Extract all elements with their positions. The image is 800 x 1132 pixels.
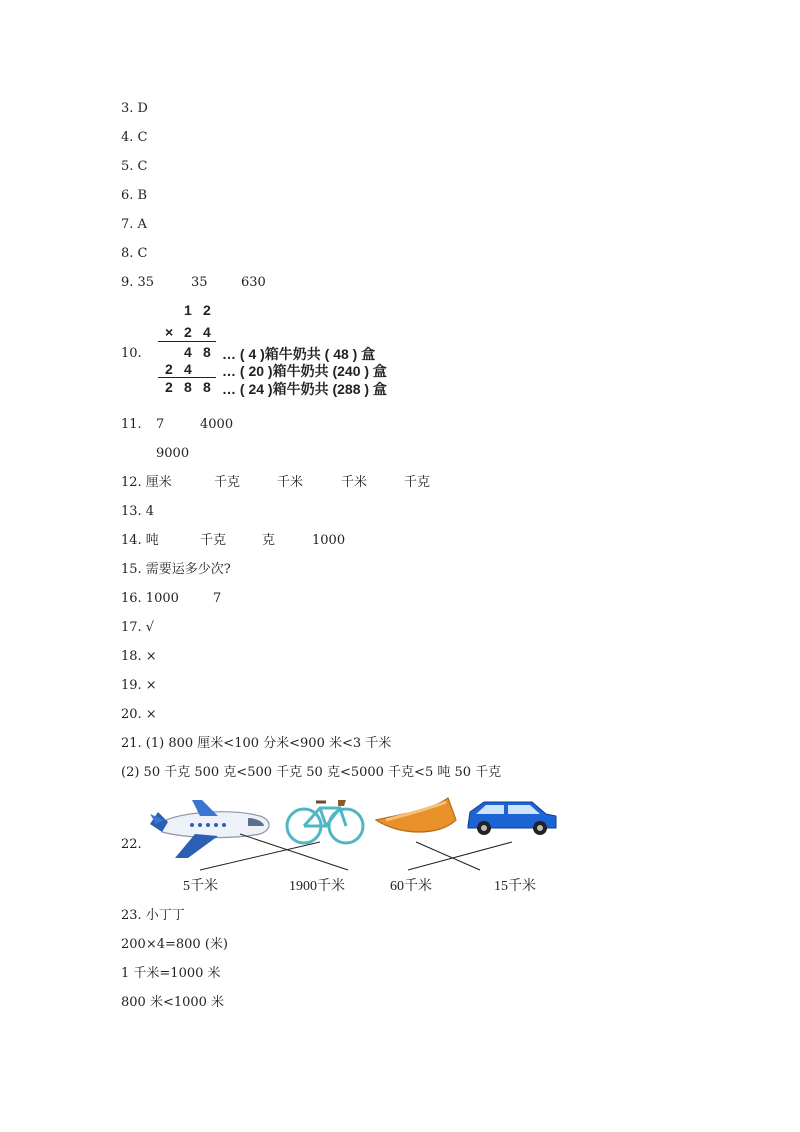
answer-12 xyxy=(121,475,431,491)
answer-11-v1: 7 xyxy=(156,417,165,432)
answer-11-v3: 9000 xyxy=(156,446,190,461)
answer-11-v2: 4000 xyxy=(200,417,234,432)
answer-12-item2: 千米 xyxy=(277,475,304,490)
mult-r2-d2: 4 xyxy=(203,324,211,340)
answer-18: 18. × xyxy=(121,649,157,664)
answer-9-v2: 35 xyxy=(191,275,208,290)
answer-16-num: 16. 1000 xyxy=(121,591,179,606)
answer-16 xyxy=(121,591,222,607)
answer-8: 8. C xyxy=(121,246,148,261)
answer-13: 13. 4 xyxy=(121,504,155,519)
answer-14 xyxy=(121,533,346,549)
airplane-icon xyxy=(150,800,269,858)
mult-r3-d2: 8 xyxy=(203,344,211,360)
distance-label-2: 1900千米 xyxy=(289,879,345,894)
mult-r5-d1: 2 xyxy=(165,379,173,395)
distance-label-4: 15千米 xyxy=(494,879,536,894)
answer-10-num: 10. xyxy=(121,346,142,361)
mult-r4-d1: 2 xyxy=(165,361,173,377)
car-icon xyxy=(468,802,556,835)
answer-12-num: 12. 厘米 xyxy=(121,475,172,490)
answer-14-num: 14. 吨 xyxy=(121,533,159,548)
mult-r4-note: … ( 20 )箱牛奶共 (240 ) 盒 xyxy=(222,363,387,379)
mult-r3-d1: 4 xyxy=(184,344,192,360)
answer-23-line3: 1 千米=1000 米 xyxy=(121,966,221,981)
mult-r3-note: … ( 4 )箱牛奶共 ( 48 ) 盒 xyxy=(222,346,376,362)
mult-r5-d3: 8 xyxy=(203,379,211,395)
mult-r4-d2: 4 xyxy=(184,361,192,377)
mult-r5-d2: 8 xyxy=(184,379,192,395)
bicycle-icon xyxy=(287,800,363,843)
answer-6: 6. B xyxy=(121,188,148,203)
answer-20: 20. × xyxy=(121,707,157,722)
answer-23-line1: 23. 小丁丁 xyxy=(121,908,185,923)
mult-r1-d1: 1 xyxy=(184,302,192,318)
answer-21-line1: 21. (1) 800 厘米<100 分米<900 米<3 千米 xyxy=(121,736,392,751)
answer-3: 3. D xyxy=(121,101,148,116)
answer-11 xyxy=(121,417,234,433)
mult-rule-2 xyxy=(158,377,216,378)
answer-14-item2: 克 xyxy=(262,533,276,548)
answer-7: 7. A xyxy=(121,217,147,232)
mult-r1-d2: 2 xyxy=(203,302,211,318)
answer-23-line2: 200×4=800 (米) xyxy=(121,937,228,952)
answer-4: 4. C xyxy=(121,130,148,145)
answer-12-item3: 千米 xyxy=(341,475,368,490)
answer-12-item1: 千克 xyxy=(214,475,241,490)
match-line-car xyxy=(408,842,512,870)
distance-label-3: 60千米 xyxy=(390,879,432,894)
answer-14-item3: 1000 xyxy=(312,533,346,548)
answer-21-line2: (2) 50 千克 500 克<500 千克 50 克<5000 千克<5 吨 50 千克 xyxy=(121,765,502,780)
mult-rule-1 xyxy=(158,341,216,342)
answer-14-item1: 千克 xyxy=(200,533,227,548)
answer-9-v3: 630 xyxy=(241,275,266,290)
match-line-boat xyxy=(416,842,480,870)
answer-23-line4: 800 米<1000 米 xyxy=(121,995,225,1010)
answer-5: 5. C xyxy=(121,159,148,174)
answer-17: 17. √ xyxy=(121,620,155,635)
answer-9 xyxy=(121,275,266,291)
answer-11-num: 11. xyxy=(121,417,142,432)
boat-icon xyxy=(376,798,456,832)
answer-12-item4: 千克 xyxy=(404,475,431,490)
answer-15: 15. 需要运多少次? xyxy=(121,562,231,577)
answer-9-num: 9. 35 xyxy=(121,275,155,290)
mult-r2-d1: 2 xyxy=(184,324,192,340)
mult-r5-note: … ( 24 )箱牛奶共 (288 ) 盒 xyxy=(222,381,387,397)
answer-16-v2: 7 xyxy=(213,591,222,606)
distance-label-1: 5千米 xyxy=(183,879,218,894)
match-line-bicycle xyxy=(200,842,320,870)
answer-22-num: 22. xyxy=(121,837,142,852)
answer-19: 19. × xyxy=(121,678,157,693)
mult-r2-sign: × xyxy=(165,324,174,340)
